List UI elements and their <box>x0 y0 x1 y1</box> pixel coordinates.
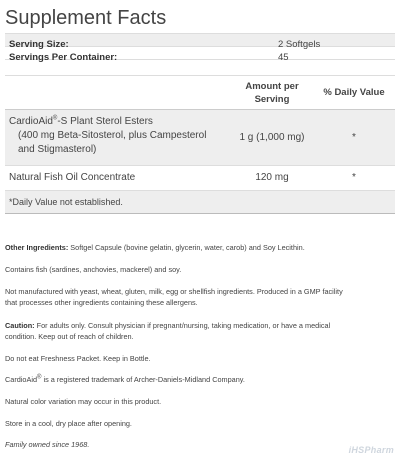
ingredient-amount: 120 mg <box>255 172 289 183</box>
table-row <box>5 110 395 166</box>
amount-per-serving-header: Amount per Serving <box>245 80 299 105</box>
contains-text: Contains fish (sardines, anchovies, mackerel) and soy. <box>5 265 182 274</box>
servings-per-container-label: Servings Per Container: <box>9 52 118 63</box>
ingredient-amount: 1 g (1,000 mg) <box>239 131 305 143</box>
trademark-text: CardioAid® is a registered trademark of Archer-Daniels-Midland Company. <box>5 374 245 384</box>
serving-size-label: Serving Size: <box>9 39 69 50</box>
serving-size-value: 2 Softgels <box>278 39 321 50</box>
family-owned-text: Family owned since 1968. <box>5 440 90 449</box>
storage-text: Store in a cool, dry place after opening. <box>5 419 132 428</box>
supplement-facts-panel <box>0 0 400 214</box>
servings-per-container-value: 45 <box>278 52 289 63</box>
ingredient-name: CardioAid®-S Plant Sterol Esters (400 mg Beta-Sitosterol, plus Campesterol and Stigmasterol) <box>9 115 207 155</box>
freshness-text: Do not eat Freshness Packet. Keep in Bottle. <box>5 354 151 363</box>
page-title: Supplement Facts <box>5 7 167 29</box>
caution-statement: Caution: For adults only. Consult physician if pregnant/nursing, taking medication, or have a medical condition. Keep out of reach of children. <box>5 321 331 341</box>
allergen-statement: Not manufactured with yeast, wheat, gluten, milk, egg or shellfish ingredients. Produced in a GMP facility that processes other ingredients containing these allergens. <box>5 287 343 307</box>
other-ingredients: Other Ingredients: Softgel Capsule (bovine gelatin, glycerin, water, carob) and Soy Lecithin. <box>5 243 305 252</box>
table-header <box>5 76 395 110</box>
ingredient-name: Natural Fish Oil Concentrate <box>9 172 136 183</box>
daily-value-header: % Daily Value <box>323 87 385 98</box>
watermark-logo: iHSPharm <box>348 445 394 455</box>
ingredient-dv: * <box>352 172 356 183</box>
servings-per-container-row <box>5 47 395 63</box>
color-variation-text: Natural color variation may occur in this product. <box>5 397 162 406</box>
ingredient-dv: * <box>352 131 356 143</box>
serving-size-row <box>5 33 395 50</box>
daily-value-footnote: *Daily Value not established. <box>5 191 395 214</box>
table-row <box>5 166 395 191</box>
